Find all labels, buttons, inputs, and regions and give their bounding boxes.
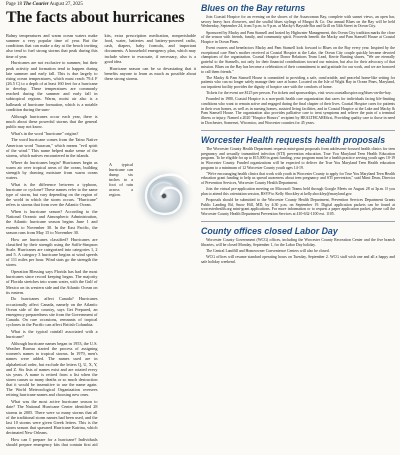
article-paragraph: Operation Blessing says Florida has had the most hurricanes since record keeping began. The majority of Florida stretches into warm water, with the Gulf of Mexico on its western side and the Atlantic Ocean on its eastern.	[6, 269, 98, 295]
page-number: Page 18	[6, 2, 22, 7]
section-divider	[201, 130, 395, 131]
article-paragraph: Hurricanes are not exclusive to summer, but their peak activity and formation tend to happen during late summer and early fall. This is due largely to rising ocean temperatures, which must reach 79.4 F (26.5 C) to a depth of at least 160 feet for a hurricane to develop. These temperatures are commonly reached during the summer and early fall in subtropical regions. Warm, moist air also is a hallmark of hurricane formation, which is a notable condition during the sum-	[6, 60, 98, 112]
callout-text: A typical hurricane can dump six inches to a foot of rain across a region.	[109, 162, 133, 198]
worcester-paragraph: The Worcester County Health Department requests mini-grant proposals from adolescent-focused health clinics for teen pregnancy and sexually transmitted infection (STI) prevention education. True You Maryland Teen Health Education program. To be eligible for up to $15,000 in grant funding, your program must be a health practice serving youth ages 10-19 in Worcester County. Funded organizations will be expected to deliver the True You Maryland Teen Health education program to a minimum of 12 Worcester County youth ages 14-19.	[201, 146, 395, 170]
county-paragraph: The Central Landfill and Homeowner Convenience Centers will also be closed.	[206, 249, 330, 254]
article-paragraph: Balmy temperatures and warm ocean waters make summer a very popular time of year. But the conditions that can make a day at the beach inviting also tend to fuel strong storms that peak during this time of year.	[6, 33, 98, 59]
page-folio	[6, 2, 83, 7]
article-paragraph: How can I prepare for a hurricane? Individuals should prepare emergency kits that contain first aid kits, extra prescription medication, nonperishable food, water, batteries and battery-powered radio, cash, diapers, baby formula, and important documents. A household emergency plan, which may include where to evacuate, if necessary, also is a good idea.	[6, 33, 196, 448]
worcester-heading: Worcester Health requests health proposals	[201, 134, 386, 145]
article-paragraph: What's in the word "hurricane" origins?	[11, 130, 79, 136]
county-paragraph: Worcester County Government (WCG) offices, including the Worcester County Recreation Center and the five branch libraries, will be closed Monday, September 1, for the Labor Day holiday.	[201, 238, 395, 247]
article-paragraph: What is the typical rainfall associated with a hurricane?	[6, 328, 98, 340]
blues-paragraph: Sponsored by Macky and Pam Stansell and hosted by Highwater Management, this Ocean City tradition marks the close of the season with friends, family, and community spirit. Proceeds benefit the Macky and Pam Stansell House at Coastal Hospice in Ocean Pines.	[201, 30, 395, 44]
blues-paragraph: Join Coastal Hospice for an evening on the shores of the Assawoman Bay, complete with sunset views, an open bar, savory heavy hors d'oeuvres, and the soulful blues stylings of Margot & Co. Our annual Blues on the Bay will be held Wednesday, September 24, from 5 p.m. to 9 p.m. at Macky's Bayside Bar and Grill on 54th Street in Ocean City.	[201, 15, 395, 29]
section-divider	[201, 221, 395, 222]
county-article	[201, 225, 395, 266]
blues-paragraph: The Macky & Pam Stansell House is committed to providing a safe, comfortable, and peaceful home-like setting for patients who can no longer safely manage their care at home. Located on the Isle of Wight Bay in Ocean Pines, Maryland, our inpatient facility provides the dignity of hospice care with the comforts of home.	[201, 75, 395, 90]
article-columns	[6, 33, 196, 451]
worcester-paragraph: "We're encouraging health clinics that work with youth in Worcester County to apply for True You Maryland Teen Health education grant funding to help us spread awareness about teen pregnancy and STI prevention," said Mimi Dean, Director of Prevention Services, Worcester County Health Department.	[201, 171, 395, 186]
article-paragraph: Where do hurricanes begin? Hurricanes begin as warm air over tropical areas of the ocean, building strength by drawing moisture from warm ocean waters.	[6, 159, 98, 181]
right-column	[201, 2, 395, 453]
article-paragraph: When is hurricane season? According to the National Oceanic and Atmospheric Administration, the Atlantic hurricane season begins June 1 and extends to November 30. In the East Pacific, the season runs from May 15 to November 30.	[6, 209, 98, 235]
blues-paragraph: Event owners and benefactors Macky and Pam Stansell look forward to Blues on the Bay every year. Inspired by the exceptional care Pam's mother received at Coastal Hospice at the Lake, the Ocean City couple quickly became devoted champions of the organization. Coastal Hospice Donor Relations Team Lead, Kerrie Bunting shares, "We are eternally grateful to the Stansells, not only for their financial contributions toward our mission, but also for their advocacy of that mission. Blues on the Bay has become a celebration of their commitment to and gratitude for our work, and we are honored to call them friends."	[201, 46, 395, 74]
article-paragraph: Although hurricanes occur each year, there is much about these powerful storms that the general public may not know.	[6, 113, 98, 129]
article-paragraph: Hurricane season can be so devastating that it benefits anyone to learn as much as possible about these strong storms.	[104, 65, 196, 81]
main-headline: The facts about hurricanes	[6, 9, 185, 26]
article-paragraph: Although hurricane names began in 1953, the U.S. Weather Bureau started the process of assigning women's names to tropical storms. In 1979, men's names were added. The names used are in alphabetical order, but exclude the letters Q, U, X, Y, and Z. Six lists of names exist and are rotated every six years. A name is retired from a list when the storm causes so many deaths or so much destruction that it would be insensitive to use the name again. The World Meteorological Organization oversees retiring hurricane names and choosing new ones.	[6, 340, 98, 398]
article-paragraph: What was the most active hurricane season to date? The National Hurricane Center identified 28 storms in 2005. There were so many storms that all of the traditional storm names had been used, and the last 10 storms were given Greek letters. This is the storm season that spawned Hurricane Katrina, which decimated New Orleans.	[6, 399, 98, 436]
issue-date: August 27, 2025	[49, 2, 83, 7]
blues-article	[201, 2, 395, 127]
worcester-paragraph: Proposals should be submitted to the Worcester County Health Department, Prevention Services Department Grants Public Landing Rd, Snow Hill, MD, by 4:30 p.m. on September 19. Digital application packets can be found at worcesterhealth.org mini-grant applications. For more information or to request a paper application packet, please call the Worcester County Health Department Prevention Services at 410-632-1100 ext. 1105.	[201, 198, 395, 217]
article-paragraph: Do hurricanes affect Canada? Hurricanes occasionally affect Canada, namely on the Atlantic Ocean side of the country, says Get Prepared, an emergency preparedness site from the Government of Canada. On rare occasions, remnants of tropical cyclones in the Pacific can affect British Columbia.	[6, 296, 98, 328]
blues-paragraph: Founded in 1980, Coastal Hospice is a non-profit health care organization that cares for individuals facing life-limiting conditions who want to remain active and engaged during the final chapter of their lives. Coastal Hospice cares for patients in their own homes, as well as in nursing homes, assisted living facilities, and in Coastal Hospice at the Lake and Macky & Pam Stansell House. The organization also provides palliative care to treat symptoms and relieve the pain of a terminal illness or injury. Named a 2020 "Hospice Honors" recipient by HEALTHCAREfirst, Providing quality care to those in need in Dorchester, Somerset, Wicomico, and Worcester counties for 45 years.	[201, 97, 395, 125]
article-paragraph: What is the difference between a typhoon, hurricane or cyclone? These names refer to the same type of storm, but vary depending on the region of the world in which the storm occurs. "Hurricane" refers to storms that form over the Atlantic Ocean.	[6, 181, 98, 208]
blues-paragraph: Tickets for the event are $125 per person. For tickets and sponsorships, visit www.coastalhospice.org/blues-on-the-bay.	[206, 91, 392, 96]
worcester-paragraph: Join the virtual pre-application meeting on Microsoft Teams held through Google Meets on August 28 at 3p.m. If you plan to attend this orientation session, RSVP to Kelly Shockley at kelly.shockley@maryland.gov.	[201, 187, 395, 196]
hurricane-satellite-image	[130, 166, 194, 228]
paper-name: The Courier	[23, 2, 49, 7]
worcester-article	[201, 134, 395, 218]
hurricane-article	[6, 33, 196, 451]
article-paragraph: How are hurricanes classified? Hurricanes are classified by their strength using the Saffir-Simpson Scale. Hurricanes are categorized into categories 1, 2 and 5. A category 3 hurricane begins at wind speeds of 111 miles per hour. Wind stats go the strength the storm.	[6, 236, 98, 268]
county-paragraph: WCG offices will resume standard operating hours on Tuesday, September 2. WCG staff wish one and all a happy and safe holiday weekend.	[201, 255, 395, 264]
county-heading: County offices closed Labor Day	[201, 226, 338, 237]
article-paragraph: The word hurricane comes from the Taino Native American word "huracan," which means "evil spirit of the wind." This name helped make sense of the storms, which natives encountered in the islands.	[6, 137, 98, 158]
blues-heading: Blues on the Bay returns	[201, 3, 306, 13]
